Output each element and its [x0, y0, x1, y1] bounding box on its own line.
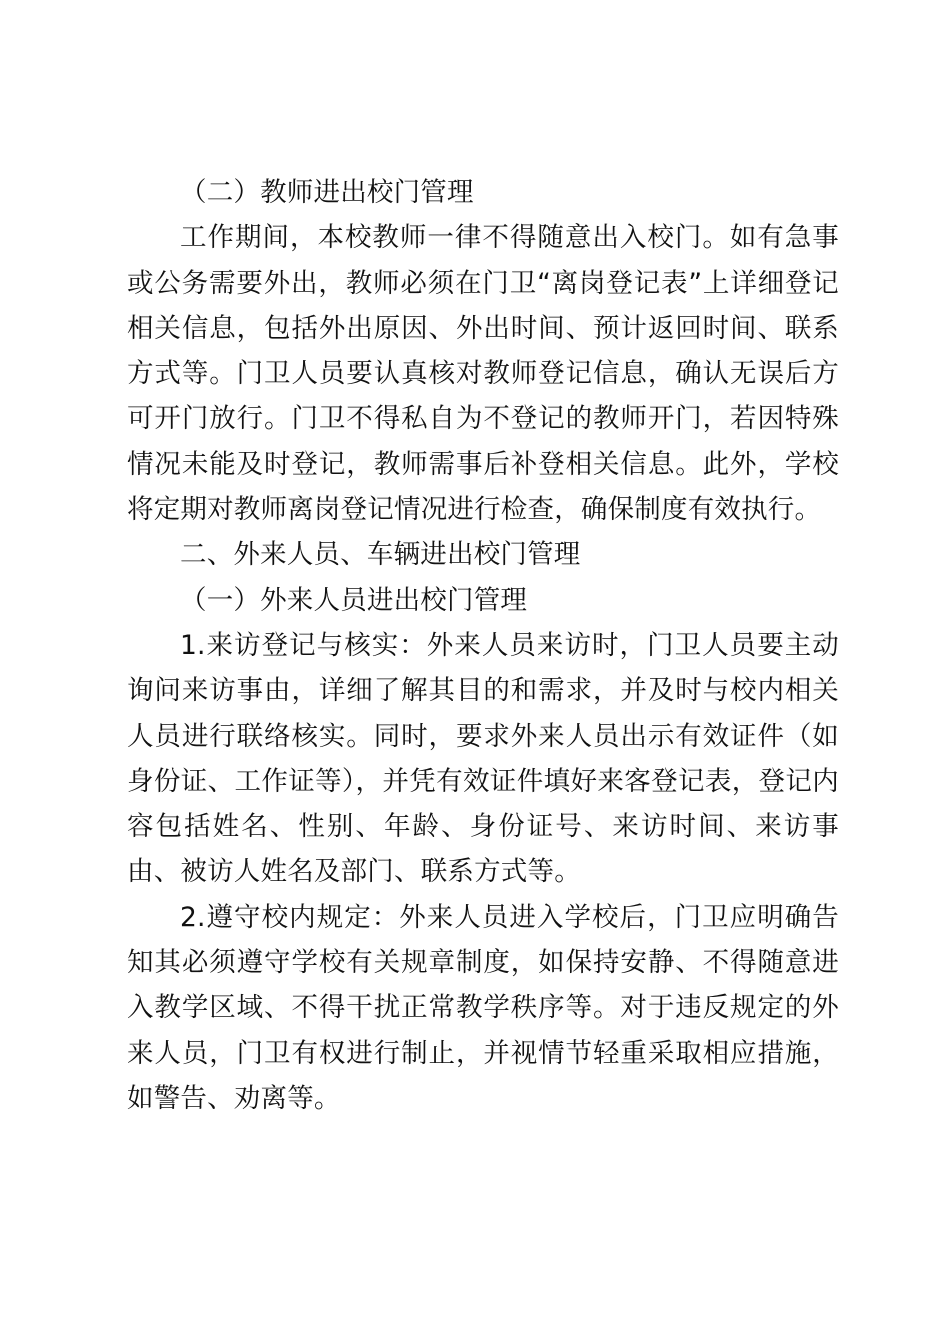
paragraph-visitor-rules: 2.遵守校内规定：外来人员进入学校后，门卫应明确告知其必须遵守学校有关规章制度，如保持安静、不得随意进入教学区域、不得干扰正常教学秩序等。对于违反规定的外来人员，门卫有权进行制止，并视情节轻重采取相应措施，如警告、劝离等。: [127, 901, 839, 1114]
paragraph-visitor-registration: 1.来访登记与核实：外来人员来访时，门卫人员要主动询问来访事由，详细了解其目的和需求，并及时与校内相关人员进行联络核实。同时，要求外来人员出示有效证件（如身份证、工作证等），并凭有效证件填好来客登记表，登记内容包括姓名、性别、年龄、身份证号、来访时间、来访事由、被访人姓名及部门、联系方式等。: [127, 629, 839, 888]
document-body: [127, 170, 839, 1121]
paragraph-teacher-leave-registration: 工作期间，本校教师一律不得随意出入校门。如有急事或公务需要外出，教师必须在门卫“离岗登记表”上详细登记相关信息，包括外出原因、外出时间、预计返回时间、联系方式等。门卫人员要认真核对教师登记信息，确认无误后方可开门放行。门卫不得私自为不登记的教师开门，若因特殊情况未能及时登记，教师需事后补登相关信息。此外，学校将定期对教师离岗登记情况进行检查，确保制度有效执行。: [127, 222, 839, 526]
section-heading-visitors-vehicles: 二、外来人员、车辆进出校门管理: [180, 539, 581, 571]
subsection-heading-teacher-gate: （二）教师进出校门管理: [180, 177, 474, 208]
subsection-heading-visitors: （一）外来人员进出校门管理: [180, 584, 528, 616]
